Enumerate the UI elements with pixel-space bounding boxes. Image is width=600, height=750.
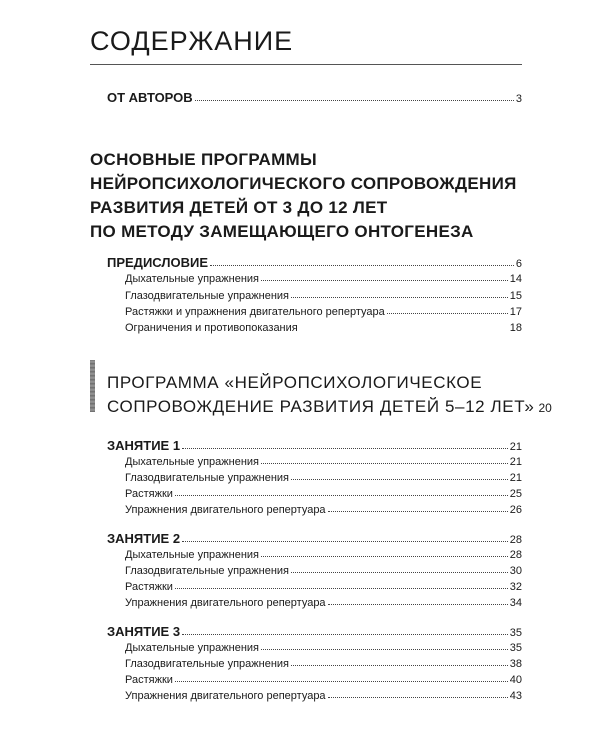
toc-subentry[interactable] (125, 565, 522, 577)
toc-subentry-page: 21 (509, 456, 522, 468)
dot-leader (182, 541, 508, 542)
toc-subentry[interactable] (125, 642, 522, 654)
toc-subentry-page: 15 (509, 290, 522, 302)
toc-subentry[interactable] (125, 290, 522, 302)
toc-subentry[interactable] (125, 690, 522, 702)
toc-entry-page: 6 (515, 258, 522, 270)
toc-subentry-page: 32 (509, 581, 522, 593)
toc-entry-page: 28 (509, 534, 522, 546)
toc-subentry[interactable] (125, 488, 522, 500)
toc-subentry-page: 18 (509, 322, 522, 334)
toc-subentry-label: Упражнения двигательного репертуара (125, 504, 326, 516)
toc-subentry-page: 30 (509, 565, 522, 577)
section-heading (90, 148, 530, 244)
toc-subentry-page: 26 (509, 504, 522, 516)
toc-subentry-page: 35 (509, 642, 522, 654)
section-heading-line: ПО МЕТОДУ ЗАМЕЩАЮЩЕГО ОНТОГЕНЕЗА (90, 222, 474, 241)
toc-subentry[interactable] (125, 581, 522, 593)
toc-subentry-label: Растяжки (125, 581, 173, 593)
dot-leader (387, 313, 508, 314)
toc-entry-lesson-3[interactable] (107, 624, 522, 639)
dot-leader (261, 649, 508, 650)
toc-entry-preface[interactable] (107, 255, 522, 270)
dot-leader (182, 634, 508, 635)
section-heading-line: НЕЙРОПСИХОЛОГИЧЕСКОГО СОПРОВОЖДЕНИЯ (90, 174, 517, 193)
toc-entry-page: 21 (509, 441, 522, 453)
dot-leader (175, 588, 508, 589)
toc-subentry-label: Ограничения и противопоказания (125, 322, 298, 334)
toc-subentry-label: Дыхательные упражнения (125, 642, 259, 654)
dot-leader (300, 329, 508, 330)
toc-subentry-page: 25 (509, 488, 522, 500)
dot-leader (175, 495, 508, 496)
dot-leader (328, 511, 508, 512)
program-heading-line: СОПРОВОЖДЕНИЕ РАЗВИТИЯ ДЕТЕЙ 5–12 ЛЕТ» (107, 397, 535, 416)
toc-subentry[interactable] (125, 273, 522, 285)
toc-subentry-label: Растяжки (125, 674, 173, 686)
section-heading-line: ОСНОВНЫЕ ПРОГРАММЫ (90, 150, 317, 169)
toc-subentry-label: Дыхательные упражнения (125, 456, 259, 468)
dot-leader (195, 100, 514, 101)
toc-subentry-page: 14 (509, 273, 522, 285)
toc-subentry-page: 17 (509, 306, 522, 318)
dot-leader (291, 665, 508, 666)
toc-subentry[interactable] (125, 504, 522, 516)
toc-subentry-page: 34 (509, 597, 522, 609)
dot-leader (291, 572, 508, 573)
toc-entry-lesson-2[interactable] (107, 531, 522, 546)
toc-entry-label: ЗАНЯТИЕ 1 (107, 438, 181, 453)
program-heading-line: ПРОГРАММА «НЕЙРОПСИХОЛОГИЧЕСКОЕ (107, 373, 483, 392)
dot-leader (328, 697, 508, 698)
toc-subentry[interactable] (125, 549, 522, 561)
dot-leader (175, 681, 508, 682)
page-title: СОДЕРЖАНИЕ (90, 26, 294, 56)
toc-entry-page: 35 (509, 627, 522, 639)
dot-leader (328, 604, 508, 605)
dot-leader (182, 448, 508, 449)
toc-subentry-page: 28 (509, 549, 522, 561)
toc-subentry-label: Дыхательные упражнения (125, 549, 259, 561)
toc-entry-program[interactable] (107, 371, 552, 420)
toc-entry-label: ЗАНЯТИЕ 2 (107, 531, 181, 546)
toc-entry-label: ОТ АВТОРОВ (107, 90, 193, 105)
dot-leader (210, 265, 514, 266)
toc-subentry-label: Глазодвигательные упражнения (125, 658, 289, 670)
toc-subentry[interactable] (125, 472, 522, 484)
toc-subentry[interactable] (125, 322, 522, 334)
toc-subentry[interactable] (125, 674, 522, 686)
toc-entry-lesson-1[interactable] (107, 438, 522, 453)
program-accent-bar (90, 360, 95, 412)
toc-subentry-label: Упражнения двигательного репертуара (125, 690, 326, 702)
toc-entry-label: ПРЕДИСЛОВИЕ (107, 255, 208, 270)
toc-subentry-page: 43 (509, 690, 522, 702)
toc-subentry-page: 38 (509, 658, 522, 670)
toc-subentry[interactable] (125, 597, 522, 609)
toc-subentry[interactable] (125, 658, 522, 670)
title-rule (90, 64, 522, 65)
toc-subentry-label: Растяжки и упражнения двигательного репертуара (125, 306, 385, 318)
toc-entry-authors[interactable] (107, 90, 522, 105)
toc-subentry-label: Глазодвигательные упражнения (125, 565, 289, 577)
toc-entry-page: 20 (538, 401, 552, 415)
toc-subentry-label: Растяжки (125, 488, 173, 500)
toc-subentry-page: 21 (509, 472, 522, 484)
dot-leader (261, 463, 508, 464)
toc-entry-page: 3 (515, 93, 522, 105)
section-heading-line: РАЗВИТИЯ ДЕТЕЙ ОТ 3 ДО 12 ЛЕТ (90, 198, 388, 217)
toc-subentry-label: Дыхательные упражнения (125, 273, 259, 285)
dot-leader (261, 280, 508, 281)
dot-leader (261, 556, 508, 557)
toc-subentry-label: Упражнения двигательного репертуара (125, 597, 326, 609)
dot-leader (291, 479, 508, 480)
toc-subentry-page: 40 (509, 674, 522, 686)
toc-subentry-label: Глазодвигательные упражнения (125, 290, 289, 302)
dot-leader (291, 297, 508, 298)
toc-subentry[interactable] (125, 306, 522, 318)
toc-subentry-label: Глазодвигательные упражнения (125, 472, 289, 484)
toc-entry-label: ЗАНЯТИЕ 3 (107, 624, 181, 639)
toc-subentry[interactable] (125, 456, 522, 468)
